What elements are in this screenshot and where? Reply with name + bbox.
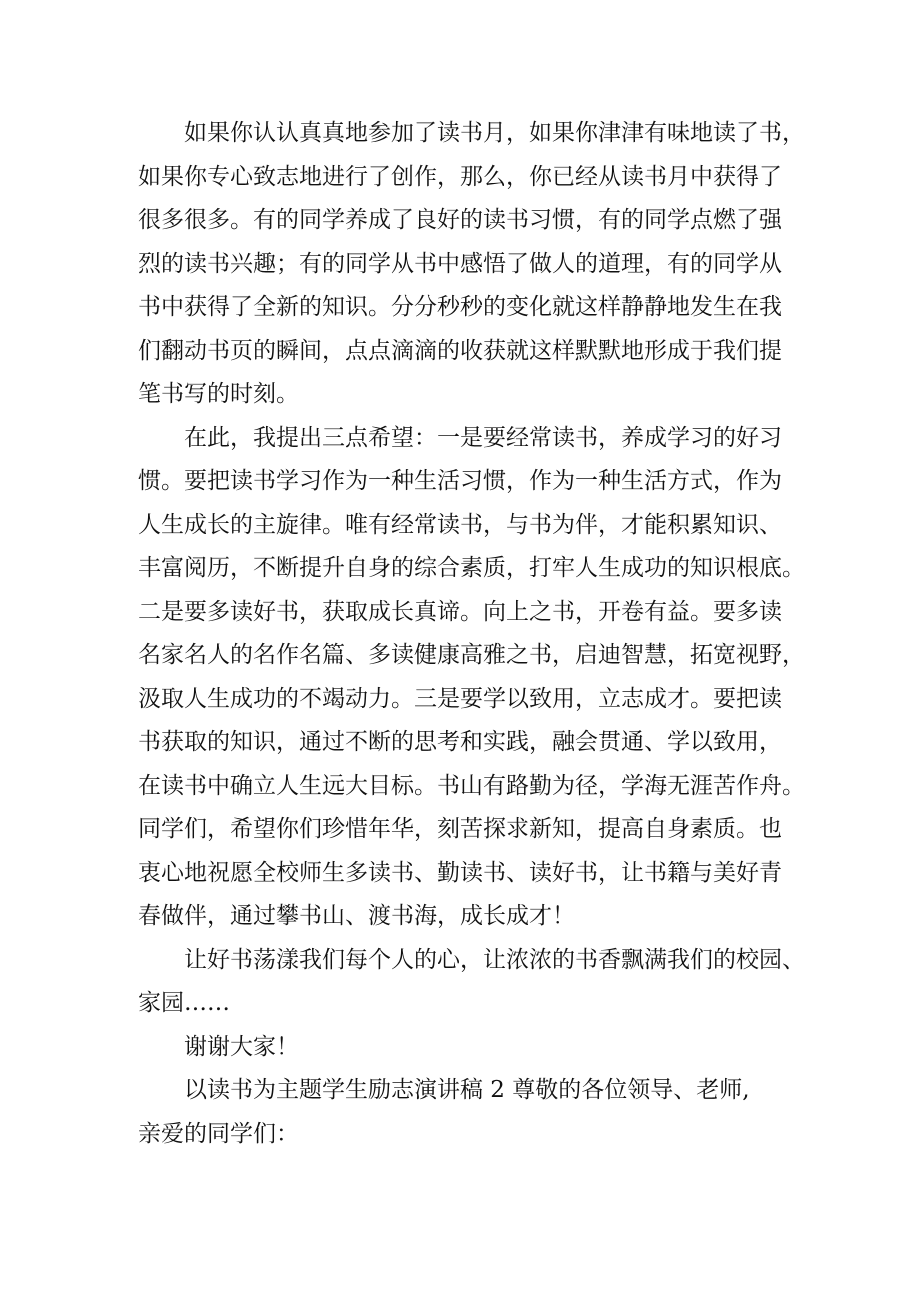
- text-line: 丰富阅历，不断提升自身的综合素质，打牢人生成功的知识根底。: [138, 555, 805, 581]
- text-line: 谢谢大家！: [184, 1033, 299, 1060]
- text-line: 让好书荡漾我们每个人的心，让浓浓的书香飘满我们的校园、: [184, 946, 805, 973]
- text-line: 惯。要把读书学习作为一种生活习惯，作为一种生活方式，作为: [138, 468, 782, 494]
- text-line: 很多很多。有的同学养成了良好的读书习惯，有的同学点燃了强: [138, 207, 782, 233]
- text-line: 名家名人的名作名篇、多读健康高雅之书，启迪智慧，拓宽视野，: [138, 642, 805, 668]
- text-line: 在读书中确立人生远大目标。书山有路勤为径，学海无涯苦作舟。: [138, 772, 805, 799]
- text-line: 在此，我提出三点希望：一是要经常读书，养成学习的好习: [184, 424, 782, 451]
- paragraph-next-speech-heading: [138, 1069, 810, 1156]
- text-line: 衷心地祝愿全校师生多读书、勤读书、读好书，让书籍与美好青: [138, 859, 782, 886]
- text-line: 书获取的知识，通过不断的思考和实践，融会贯通、学以致用，: [138, 729, 782, 755]
- speech-text: [138, 112, 810, 1156]
- paragraph-thanks: [138, 1026, 810, 1070]
- text-line: 春做伴，通过攀书山、渡书海，成长成才！: [138, 903, 575, 929]
- text-line: 书中获得了全新的知识。分分秒秒的变化就这样静静地发生在我: [138, 294, 782, 320]
- text-line: 家园……: [138, 990, 230, 1016]
- text-line: 烈的读书兴趣；有的同学从书中感悟了做人的道理，有的同学从: [138, 250, 782, 277]
- text-line: 以读书为主题学生励志演讲稿 2 尊敬的各位领导、老师,: [184, 1077, 750, 1103]
- text-line: 们翻动书页的瞬间，点点滴滴的收获就这样默默地形成于我们提: [138, 337, 782, 364]
- text-line: 人生成长的主旋律。唯有经常读书，与书为伴，才能积累知识、: [138, 511, 782, 538]
- paragraph-reading-month: [138, 112, 810, 417]
- text-line: 亲爱的同学们：: [138, 1120, 299, 1147]
- text-line: 如果你专心致志地进行了创作，那么，你已经从读书月中获得了: [138, 163, 782, 190]
- paragraph-book-fragrance: [138, 939, 810, 1026]
- text-line: 汲取人生成功的不竭动力。三是要学以致用，立志成才。要把读: [138, 685, 782, 712]
- text-line: 同学们，希望你们珍惜年华，刻苦探求新知，提高自身素质。也: [138, 816, 782, 842]
- paragraph-three-hopes: [138, 417, 810, 939]
- text-line: 笔书写的时刻。: [138, 381, 299, 407]
- text-line: 二是要多读好书，获取成长真谛。向上之书，开卷有益。要多读: [138, 598, 782, 625]
- text-line: 如果你认认真真地参加了读书月，如果你津津有味地读了书，: [184, 120, 805, 146]
